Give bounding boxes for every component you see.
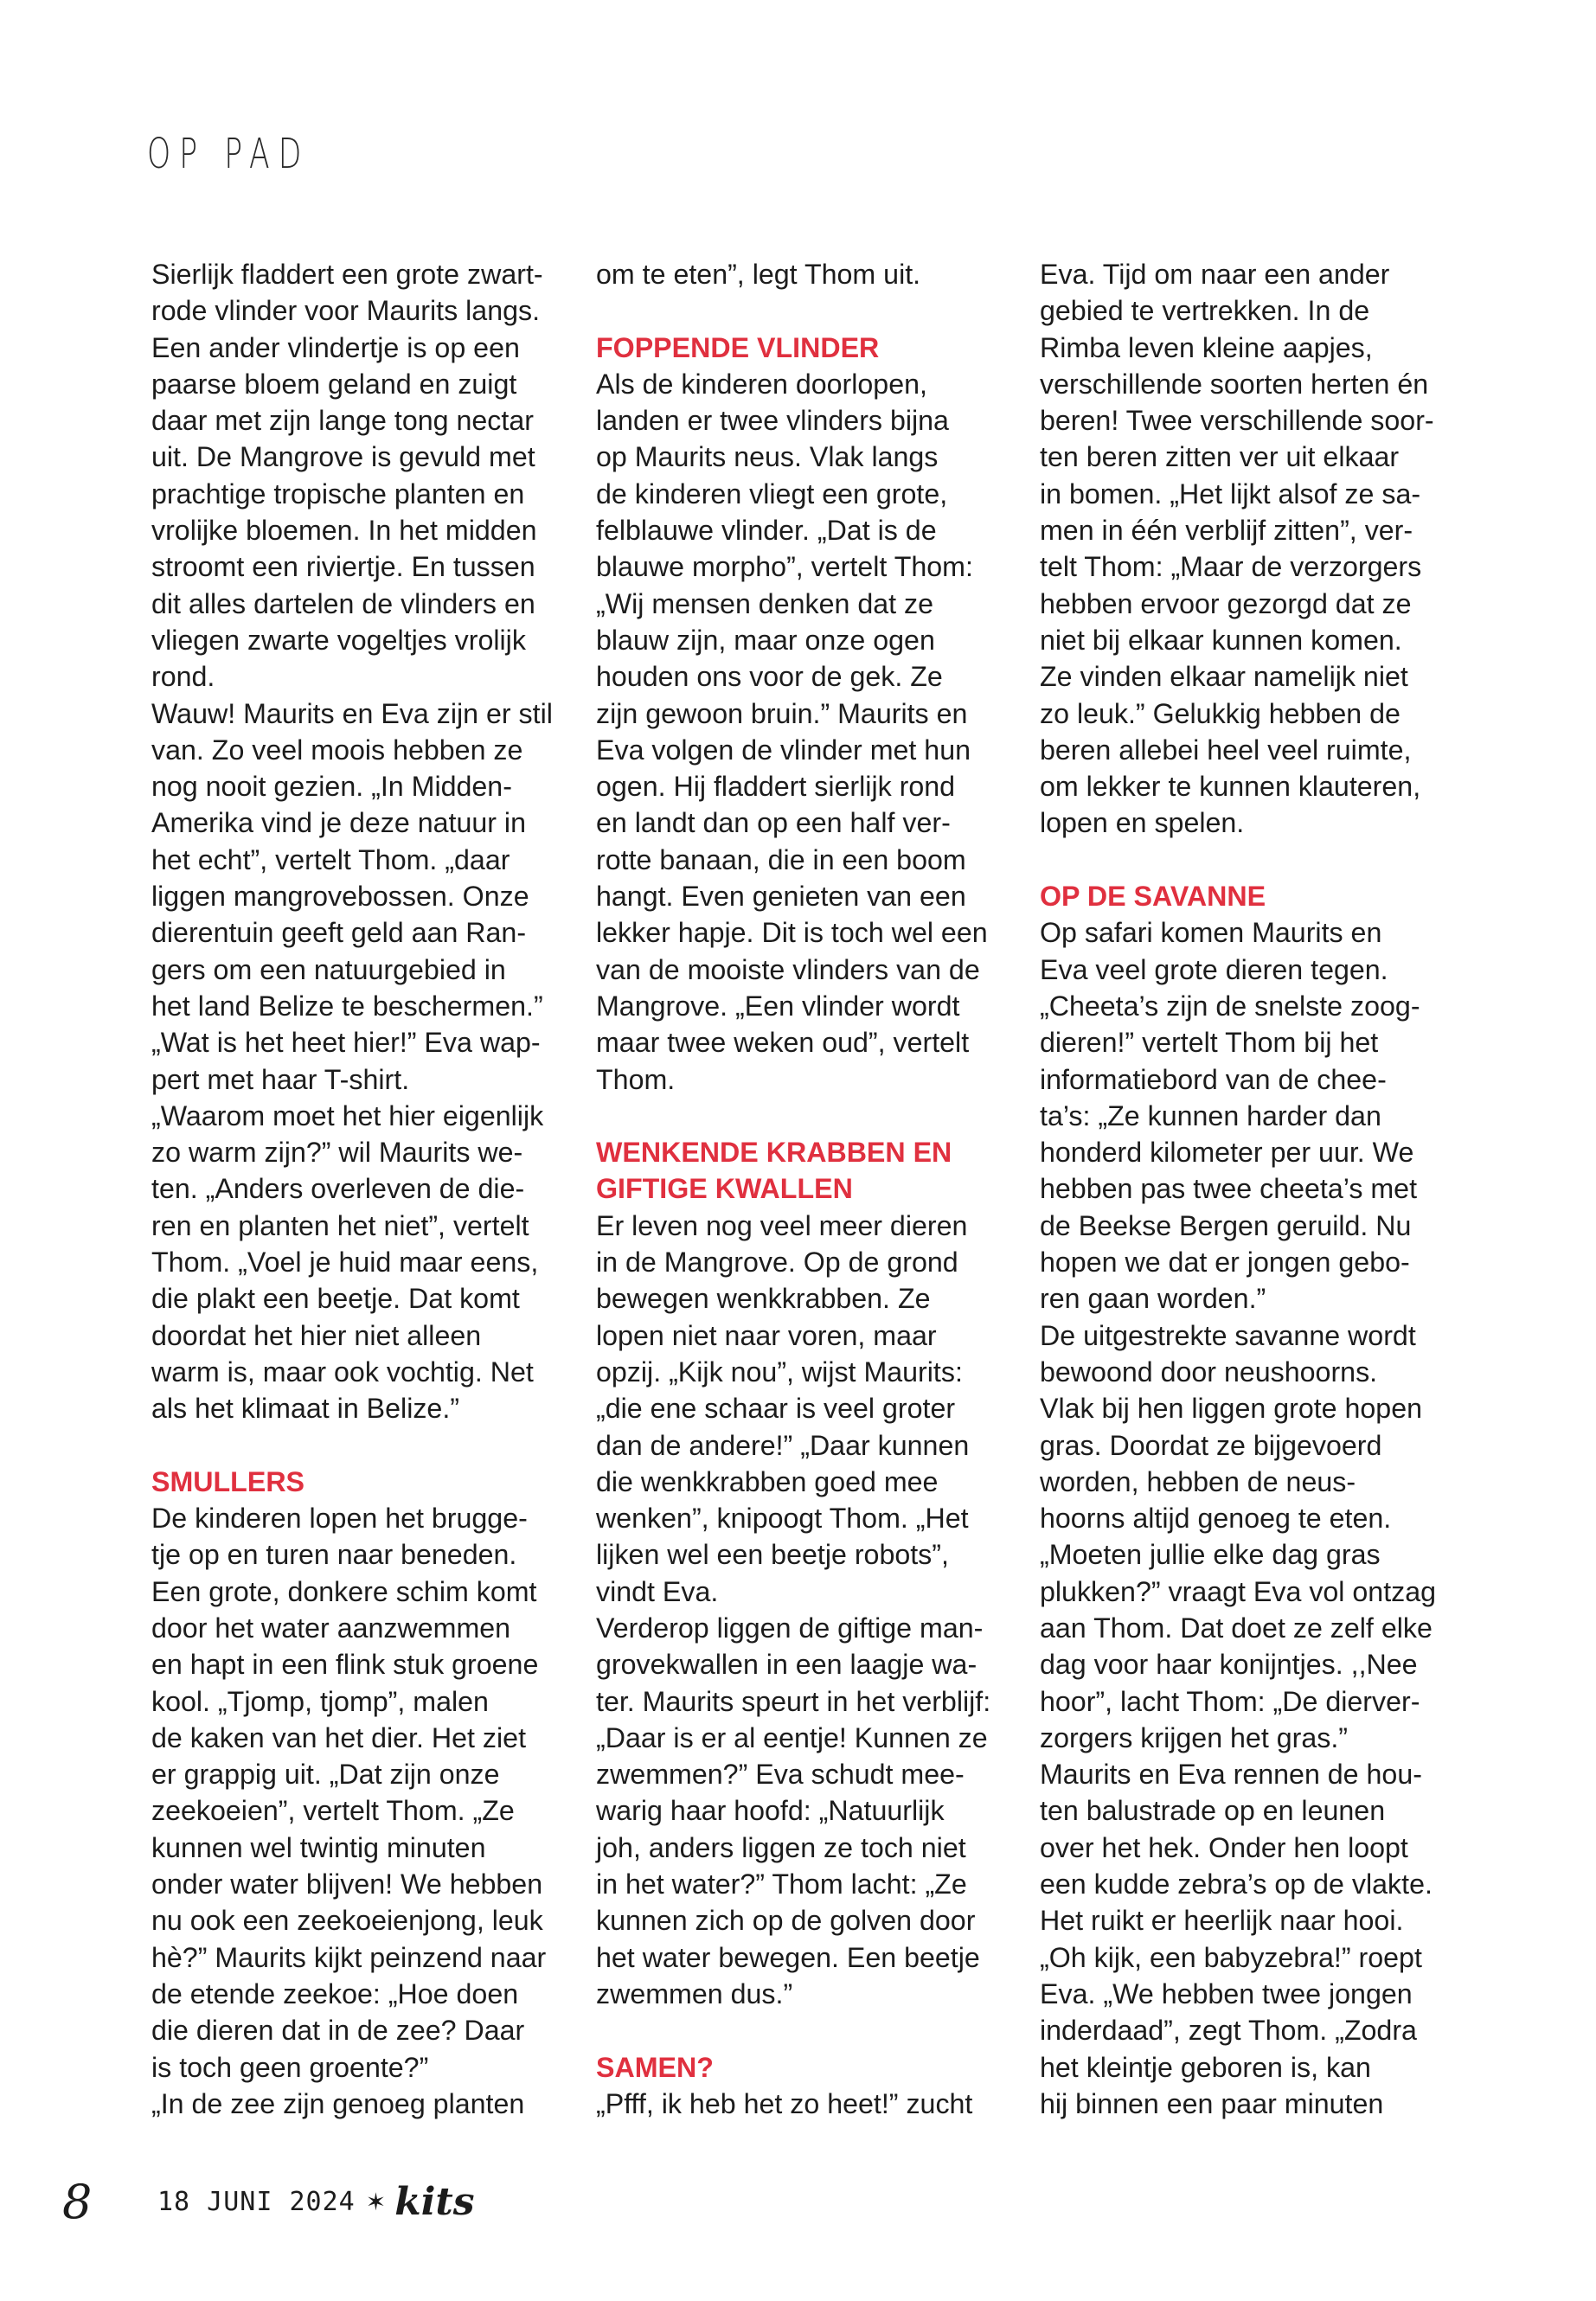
body-text-line: in bomen. „Het lijkt alsof ze sa- <box>1040 478 1421 510</box>
body-text-line: het kleintje geboren is, kan <box>1040 2051 1371 2083</box>
section-heading: WENKENDE KRABBEN EN <box>596 1137 952 1169</box>
body-text-line: Op safari komen Maurits en <box>1040 917 1382 949</box>
paragraph-spacer <box>151 1427 584 1464</box>
body-text-line: Eva. Tijd om naar een ander <box>1040 259 1390 290</box>
body-text-line: aan Thom. Dat doet ze zelf elke <box>1040 1612 1433 1644</box>
body-text-line: zo leuk.” Gelukkig hebben de <box>1040 697 1401 729</box>
body-text-line: Er leven nog veel meer dieren <box>596 1209 968 1241</box>
body-text-line: niet bij elkaar kunnen komen. <box>1040 624 1402 656</box>
body-text-line: „In de zee zijn genoeg planten <box>151 2087 525 2119</box>
body-text-line: rond. <box>151 661 215 693</box>
body-text-line: plukken?” vraagt Eva vol ontzag <box>1040 1575 1437 1607</box>
body-text-line: warig haar hoofd: „Natuurlijk <box>596 1795 945 1827</box>
body-text-line: blauwe morpho”, vertelt Thom: <box>596 551 973 583</box>
body-text-line: „Oh kijk, een babyzebra!” roept <box>1040 1941 1422 1973</box>
body-text-line: „Waarom moet het hier eigenlijk <box>151 1099 544 1131</box>
body-text-line: vindt Eva. <box>596 1575 719 1607</box>
body-text-line: die wenkkrabben goed mee <box>596 1465 939 1497</box>
body-text-line: Sierlijk fladdert een grote zwart- <box>151 259 543 290</box>
body-text-line: van. Zo veel moois hebben ze <box>151 734 523 766</box>
body-text-line: de kinderen vliegt een grote, <box>596 478 948 510</box>
body-text-line: zeekoeien”, vertelt Thom. „Ze <box>151 1795 515 1827</box>
body-text-line: lopen niet naar voren, maar <box>596 1319 937 1351</box>
article-column-2 <box>596 256 1029 2122</box>
body-text-line: kool. „Tjomp, tjomp”, malen <box>151 1685 489 1717</box>
paragraph-spacer <box>596 2012 1029 2048</box>
body-text-line: het water bewegen. Een beetje <box>596 1941 980 1973</box>
body-text-line: houden ons voor de gek. Ze <box>596 661 943 693</box>
body-text-line: paarse bloem geland en zuigt <box>151 368 517 400</box>
body-text-line: warm is, maar ook vochtig. Net <box>151 1356 534 1388</box>
body-text-line: Een ander vlindertje is op een <box>151 331 520 363</box>
body-text-line: lopen en spelen. <box>1040 807 1245 839</box>
body-text-line: de Beekse Bergen geruild. Nu <box>1040 1209 1412 1241</box>
body-text-line: daar met zijn lange tong nectar <box>151 405 534 437</box>
body-text-line: Eva veel grote dieren tegen. <box>1040 953 1388 985</box>
body-text-line: opzij. „Kijk nou”, wijst Maurits: <box>596 1356 963 1388</box>
body-text-line: beren! Twee verschillende soor- <box>1040 405 1434 437</box>
body-text-line: Thom. „Voel je huid maar eens, <box>151 1247 539 1279</box>
body-text-line: in het water?” Thom lacht: „Ze <box>596 1868 967 1900</box>
body-text-line: vliegen zwarte vogeltjes vrolijk <box>151 624 526 656</box>
body-text-line: hè?” Maurits kijkt peinzend naar <box>151 1941 547 1973</box>
section-heading: SMULLERS <box>151 1465 305 1497</box>
body-text-line: blauw zijn, maar onze ogen <box>596 624 935 656</box>
article-column-3 <box>1040 256 1472 2122</box>
body-text-line: Amerika vind je deze natuur in <box>151 807 526 839</box>
body-text-line: Eva. „We hebben twee jongen <box>1040 1977 1413 2009</box>
body-text-line: ta’s: „Ze kunnen harder dan <box>1040 1099 1381 1131</box>
body-text-line: zijn gewoon bruin.” Maurits en <box>596 697 968 729</box>
body-text-line: nu ook een zeekoeienjong, leuk <box>151 1905 543 1937</box>
issue-date: 18 JUNI 2024 <box>157 2186 356 2217</box>
body-text-line: rode vlinder voor Maurits langs. <box>151 295 541 327</box>
body-text-line: Eva volgen de vlinder met hun <box>596 734 971 766</box>
body-text-line: over het hek. Onder hen loopt <box>1040 1831 1408 1863</box>
body-text-line: als het klimaat in Belize.” <box>151 1393 459 1425</box>
body-text-line: hoorns altijd genoeg te eten. <box>1040 1503 1392 1535</box>
body-text-line: felblauwe vlinder. „Dat is de <box>596 515 937 547</box>
section-heading: FOPPENDE VLINDER <box>596 331 880 363</box>
article-column-1 <box>151 256 584 2122</box>
body-text-line: landen er twee vlinders bijna <box>596 405 949 437</box>
body-text-line: „die ene schaar is veel groter <box>596 1393 956 1425</box>
body-text-line: om te eten”, legt Thom uit. <box>596 259 921 290</box>
body-text-line: „Daar is er al eentje! Kunnen ze <box>596 1721 988 1753</box>
body-text-line: die dieren dat in de zee? Daar <box>151 2015 525 2047</box>
body-text-line: zwemmen dus.” <box>596 1977 793 2009</box>
body-text-line: is toch geen groente?” <box>151 2051 429 2083</box>
body-text-line: hopen we dat er jongen gebo- <box>1040 1247 1410 1279</box>
body-text-line: zo warm zijn?” wil Maurits we- <box>151 1137 523 1169</box>
body-text-line: dierentuin geeft geld aan Ran- <box>151 917 527 949</box>
body-text-line: men in één verblijf zitten”, ver- <box>1040 515 1413 547</box>
body-text-line: hij binnen een paar minuten <box>1040 2087 1384 2119</box>
body-text-line: maar twee weken oud”, vertelt <box>596 1027 970 1059</box>
body-text-line: doordat het hier niet alleen <box>151 1319 482 1351</box>
body-text-line: lijken wel een beetje robots”, <box>596 1539 949 1571</box>
body-text-line: kunnen zich op de golven door <box>596 1905 976 1937</box>
body-text-line: zorgers krijgen het gras.” <box>1040 1721 1348 1753</box>
body-text-line: joh, anders liggen ze toch niet <box>596 1831 966 1863</box>
body-text-line: en landt dan op een half ver- <box>596 807 951 839</box>
body-text-line: De uitgestrekte savanne wordt <box>1040 1319 1416 1351</box>
body-text-line: vrolijke bloemen. In het midden <box>151 515 537 547</box>
body-text-line: stroomt een riviertje. En tussen <box>151 551 535 583</box>
body-text-line: ten balustrade op en leunen <box>1040 1795 1386 1827</box>
body-text-line: die plakt een beetje. Dat komt <box>151 1283 520 1315</box>
body-text-line: zwemmen?” Eva schudt mee- <box>596 1759 965 1791</box>
section-heading: SAMEN? <box>596 2051 714 2083</box>
body-text-line: de kaken van het dier. Het ziet <box>151 1721 527 1753</box>
body-text-line: „Pfff, ik heb het zo heet!” zucht <box>596 2087 973 2119</box>
body-text-line: „Moeten jullie elke dag gras <box>1040 1539 1381 1571</box>
body-text-line: het echt”, vertelt Thom. „daar <box>151 843 510 875</box>
body-text-line: gras. Doordat ze bijgevoerd <box>1040 1429 1382 1461</box>
body-text-line: verschillende soorten herten én <box>1040 368 1429 400</box>
body-text-line: wenken”, knipoogt Thom. „Het <box>596 1503 969 1535</box>
body-text-line: Vlak bij hen liggen grote hopen <box>1040 1393 1423 1425</box>
section-heading: GIFTIGE KWALLEN <box>596 1173 853 1205</box>
section-label: OP PAD <box>147 130 311 178</box>
body-text-line: hebben pas twee cheeta’s met <box>1040 1173 1418 1205</box>
body-text-line: ren en planten het niet”, vertelt <box>151 1209 529 1241</box>
body-text-line: gers om een natuurgebied in <box>151 953 506 985</box>
body-text-line: „Wij mensen denken dat ze <box>596 587 934 619</box>
body-text-line: Maurits en Eva rennen de hou- <box>1040 1759 1422 1791</box>
body-text-line: er grappig uit. „Dat zijn onze <box>151 1759 500 1791</box>
body-text-line: pert met haar T-shirt. <box>151 1063 410 1095</box>
body-text-line: ter. Maurits speurt in het verblijf: <box>596 1685 991 1717</box>
page-number: 8 <box>62 2174 93 2229</box>
body-text-line: telt Thom: „Maar de verzorgers <box>1040 551 1422 583</box>
page-footer <box>62 2171 475 2232</box>
body-text-line: het land Belize te beschermen.” <box>151 990 543 1022</box>
body-text-line: tje op en turen naar beneden. <box>151 1539 517 1571</box>
body-text-line: dag voor haar konijntjes. ,,Nee <box>1040 1649 1418 1681</box>
body-text-line: prachtige tropische planten en <box>151 478 525 510</box>
paragraph-spacer <box>596 292 1029 329</box>
body-text-line: Ze vinden elkaar namelijk niet <box>1040 661 1408 693</box>
paragraph-spacer <box>1040 842 1472 878</box>
body-text-line: De kinderen lopen het brugge- <box>151 1503 528 1535</box>
body-text-line: door het water aanzwemmen <box>151 1612 511 1644</box>
body-text-line: inderdaad”, zegt Thom. „Zodra <box>1040 2015 1417 2047</box>
body-text-line: op Maurits neus. Vlak langs <box>596 441 939 473</box>
section-heading: OP DE SAVANNE <box>1040 881 1266 913</box>
body-text-line: honderd kilometer per uur. We <box>1040 1137 1414 1169</box>
body-text-line: Het ruikt er heerlijk naar hooi. <box>1040 1905 1404 1937</box>
body-text-line: onder water blijven! We hebben <box>151 1868 543 1900</box>
body-text-line: grovekwallen in een laagje wa- <box>596 1649 977 1681</box>
body-text-line: een kudde zebra’s op de vlakte. <box>1040 1868 1433 1900</box>
body-text-line: Thom. <box>596 1063 676 1095</box>
body-text-line: Mangrove. „Een vlinder wordt <box>596 990 960 1022</box>
body-text-line: gebied te vertrekken. In de <box>1040 295 1370 327</box>
body-text-line: hebben ervoor gezorgd dat ze <box>1040 587 1412 619</box>
body-text-line: lekker hapje. Dit is toch wel een <box>596 917 988 949</box>
body-text-line: in de Mangrove. Op de grond <box>596 1247 958 1279</box>
body-text-line: dan de andere!” „Daar kunnen <box>596 1429 970 1461</box>
body-text-line: Verderop liggen de giftige man- <box>596 1612 984 1644</box>
magazine-logo: kits <box>394 2179 475 2224</box>
body-text-line: kunnen wel twintig minuten <box>151 1831 486 1863</box>
body-text-line: „Cheeta’s zijn de snelste zoog- <box>1040 990 1420 1022</box>
body-text-line: de etende zeekoe: „Hoe doen <box>151 1977 519 2009</box>
body-text-line: rotte banaan, die in een boom <box>596 843 966 875</box>
body-text-line: hoor”, lacht Thom: „De dierver- <box>1040 1685 1420 1717</box>
body-text-line: bewoond door neushoorns. <box>1040 1356 1378 1388</box>
body-text-line: dieren!” vertelt Thom bij het <box>1040 1027 1379 1059</box>
body-text-line: ten beren zitten ver uit elkaar <box>1040 441 1400 473</box>
star-icon: ✶ <box>365 2188 387 2215</box>
body-text-line: dit alles dartelen de vlinders en <box>151 587 535 619</box>
body-text-line: om lekker te kunnen klauteren, <box>1040 771 1421 803</box>
body-text-line: „Wat is het heet hier!” Eva wap- <box>151 1027 541 1059</box>
body-text-line: ten. „Anders overleven de die- <box>151 1173 525 1205</box>
body-text-line: Rimba leven kleine aapjes, <box>1040 331 1373 363</box>
body-text-line: ogen. Hij fladdert sierlijk rond <box>596 771 956 803</box>
body-text-line: Als de kinderen doorlopen, <box>596 368 927 400</box>
body-text-line: nog nooit gezien. „In Midden- <box>151 771 512 803</box>
body-text-line: Wauw! Maurits en Eva zijn er stil <box>151 697 553 729</box>
body-text-line: hangt. Even genieten van een <box>596 881 966 913</box>
body-text-line: worden, hebben de neus- <box>1040 1465 1356 1497</box>
body-text-line: Een grote, donkere schim komt <box>151 1575 537 1607</box>
body-text-line: van de mooiste vlinders van de <box>596 953 980 985</box>
paragraph-spacer <box>596 1098 1029 1134</box>
body-text-line: beren allebei heel veel ruimte, <box>1040 734 1412 766</box>
body-text-line: informatiebord van de chee- <box>1040 1063 1387 1095</box>
body-text-line: ren gaan worden.” <box>1040 1283 1266 1315</box>
body-text-line: uit. De Mangrove is gevuld met <box>151 441 535 473</box>
body-text-line: liggen mangrovebossen. Onze <box>151 881 529 913</box>
body-text-line: bewegen wenkkrabben. Ze <box>596 1283 931 1315</box>
body-text-line: en hapt in een flink stuk groene <box>151 1649 539 1681</box>
